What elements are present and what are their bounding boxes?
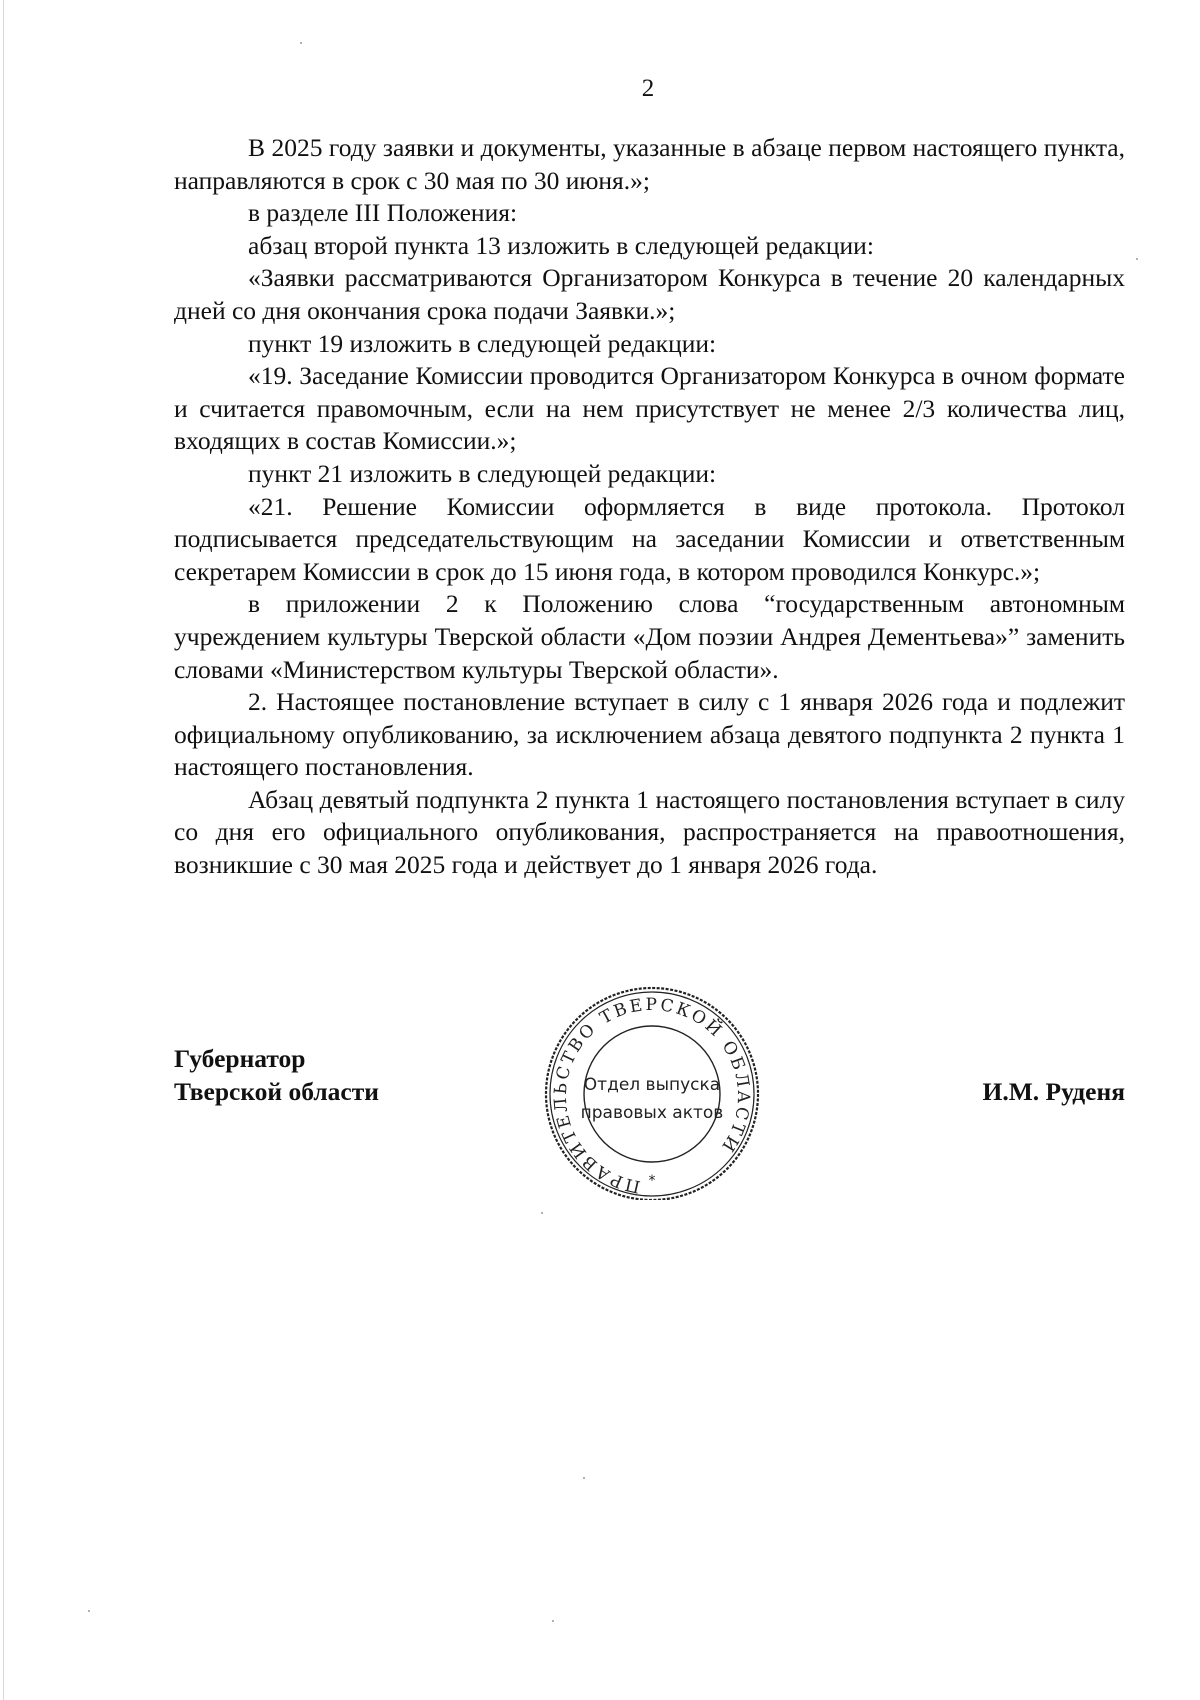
stamp-ring-text: ПРАВИТЕЛЬСТВО ТВЕРСКОЙ ОБЛАСТИ [550, 994, 754, 1197]
signatory-title [174, 1043, 379, 1108]
signatory-name: И.М. Руденя [982, 1077, 1125, 1106]
paragraph: абзац второй пункта 13 изложить в следующей редакции: [248, 230, 874, 260]
scan-edge [3, 0, 4, 1700]
paragraph: пункт 19 изложить в следующей редакции: [248, 328, 717, 358]
paragraph: «19. Заседание Комиссии проводится Организатором Конкурса в очном формате и считается правомочным, если на нем присутствует не менее 2/3 количества лиц, входящих в состав Комиссии.»; [174, 361, 1125, 456]
scan-speck [300, 42, 302, 44]
paragraph: пункт 21 изложить в следующей редакции: [248, 458, 717, 488]
stamp-center-line: правовых актов [580, 1103, 724, 1123]
scan-speck [583, 1477, 585, 1479]
document-body [174, 132, 1125, 882]
paragraph: 2. Настоящее постановление вступает в силу с 1 января 2026 года и подлежит официальному опубликованию, за исключением абзаца девятого подпункта 2 пункта 1 настоящего постановления. [174, 687, 1125, 782]
paragraph: в разделе III Положения: [248, 198, 518, 228]
paragraph: «21. Решение Комиссии оформляется в виде протокола. Протокол подписывается председательствующим на заседании Комиссии и ответственным секретарем Комиссии в срок до 15 июня года, в котором проводился Конкурс.»; [174, 491, 1125, 586]
official-stamp [538, 980, 766, 1200]
stamp-star: * [648, 1173, 656, 1189]
paragraph: в приложении 2 к Положению слова “государственным автономным учреждением культуры Тверской области «Дом поэзии Андрея Дементьева»” заменить словами «Министерством культуры Тверской области». [174, 589, 1125, 684]
scan-speck [1136, 258, 1138, 260]
page-number: 2 [641, 75, 655, 102]
scan-speck [552, 1620, 554, 1622]
paragraph: «Заявки рассматриваются Организатором Конкурса в течение 20 календарных дней со дня окончания срока подачи Заявки.»; [174, 263, 1125, 325]
stamp-center-line: Отдел выпуска [583, 1075, 721, 1095]
signatory-title-line: Тверской области [174, 1076, 379, 1106]
paragraph: В 2025 году заявки и документы, указанные в абзаце первом настоящего пункта, направляются в срок с 30 мая по 30 июня.»; [174, 133, 1125, 195]
scan-speck [88, 1610, 90, 1612]
paragraph: Абзац девятый подпункта 2 пункта 1 настоящего постановления вступает в силу со дня его официального опубликования, распространяется на правоотношения, возникшие с 30 мая 2025 года и действует до 1 января 2026 года. [174, 784, 1125, 880]
svg-text:ПРАВИТЕЛЬСТВО ТВЕРСКОЙ ОБЛАСТИ [551, 995, 754, 1196]
scan-speck [541, 1212, 543, 1214]
signatory-title-line: Губернатор [174, 1044, 306, 1073]
